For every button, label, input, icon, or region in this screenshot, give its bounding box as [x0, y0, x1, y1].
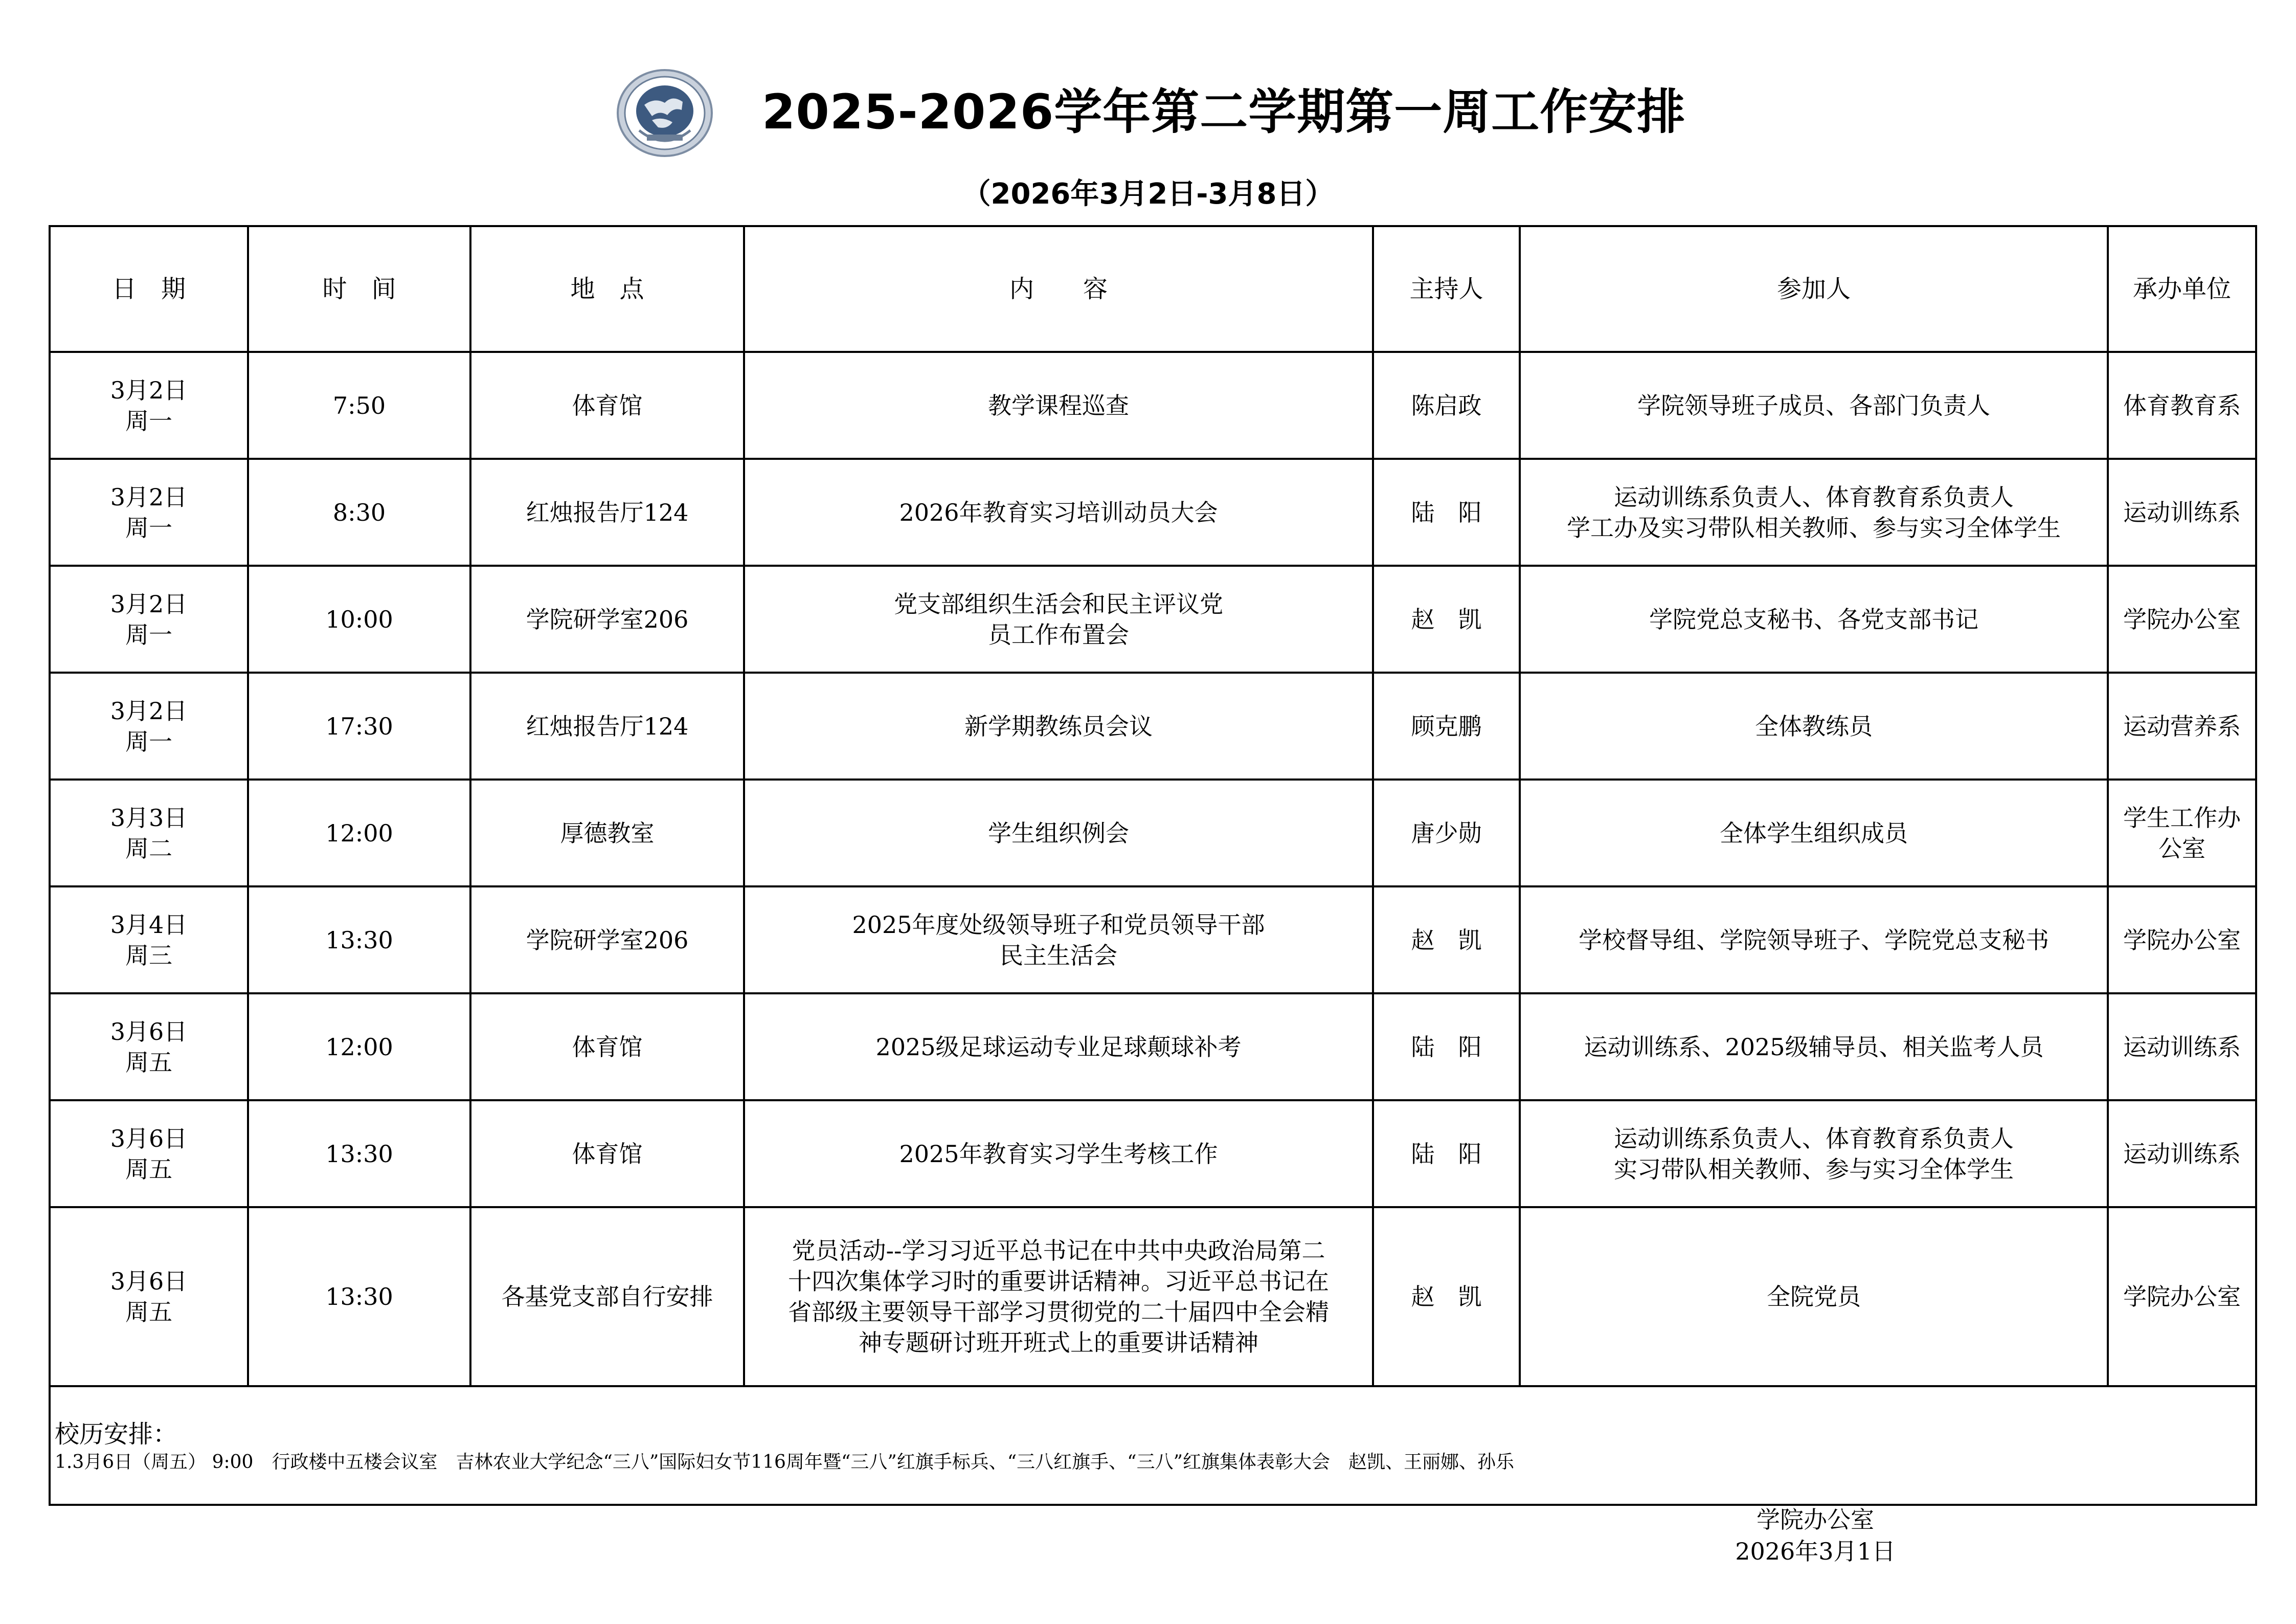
cell-location: 学院研学室206: [470, 886, 744, 993]
cell-location: 红烛报告厅124: [470, 459, 744, 566]
header-organizer: 承办单位: [2108, 226, 2256, 352]
cell-date: 3月3日 周二: [50, 780, 248, 886]
cell-content: 党支部组织生活会和民主评议党 员工作布置会: [744, 566, 1373, 673]
cell-time: 12:00: [248, 780, 470, 886]
header-host: 主持人: [1373, 226, 1520, 352]
cell-location: 各基党支部自行安排: [470, 1207, 744, 1386]
cell-organizer: 体育教育系: [2108, 352, 2256, 459]
header-location: 地 点: [470, 226, 744, 352]
cell-host: 赵 凯: [1373, 1207, 1520, 1386]
date-range-subtitle: （2026年3月2日-3月8日）: [962, 177, 1334, 211]
cell-host: 唐少勋: [1373, 780, 1520, 886]
calendar-notes: [50, 1386, 2256, 1505]
cell-organizer: 学院办公室: [2108, 1207, 2256, 1386]
page-title: 2025-2026学年第二学期第一周工作安排: [762, 84, 1686, 140]
table-header-row: [50, 226, 2256, 352]
schedule-table: [49, 225, 2257, 1506]
cell-content: 2025级足球运动专业足球颠球补考: [744, 993, 1373, 1100]
header-date: 日 期: [50, 226, 248, 352]
cell-time: 13:30: [248, 1100, 470, 1207]
cell-organizer: 运动训练系: [2108, 993, 2256, 1100]
table-row: [50, 993, 2256, 1100]
cell-participants: 运动训练系、2025级辅导员、相关监考人员: [1520, 993, 2108, 1100]
cell-content: 2025年度处级领导班子和党员领导干部 民主生活会: [744, 886, 1373, 993]
footer-date: 2026年3月1日: [1735, 1538, 1896, 1565]
notes-line: 1.3月6日（周五） 9:00 行政楼中五楼会议室 吉林农业大学纪念“三八”国际妇女节116周年暨“三八”红旗手标兵、“三八红旗手、“三八”红旗集体表彰大会 赵凯、王丽娜、孙乐: [55, 1452, 1514, 1473]
cell-time: 13:30: [248, 1207, 470, 1386]
cell-content: 学生组织例会: [744, 780, 1373, 886]
footer-signature: [1662, 1504, 1969, 1567]
cell-organizer: 运动训练系: [2108, 459, 2256, 566]
notes-row: [50, 1386, 2256, 1505]
cell-host: 赵 凯: [1373, 566, 1520, 673]
cell-location: 红烛报告厅124: [470, 673, 744, 780]
cell-date: 3月4日 周三: [50, 886, 248, 993]
table-row: [50, 673, 2256, 780]
cell-content: 新学期教练员会议: [744, 673, 1373, 780]
cell-time: 10:00: [248, 566, 470, 673]
cell-participants: 运动训练系负责人、体育教育系负责人 实习带队相关教师、参与实习全体学生: [1520, 1100, 2108, 1207]
table-row: [50, 459, 2256, 566]
cell-time: 7:50: [248, 352, 470, 459]
cell-time: 17:30: [248, 673, 470, 780]
notes-heading: 校历安排：: [55, 1420, 178, 1449]
cell-organizer: 学院办公室: [2108, 566, 2256, 673]
cell-participants: 学院领导班子成员、各部门负责人: [1520, 352, 2108, 459]
cell-date: 3月6日 周五: [50, 1207, 248, 1386]
cell-location: 体育馆: [470, 1100, 744, 1207]
cell-host: 赵 凯: [1373, 886, 1520, 993]
cell-content: 2026年教育实习培训动员大会: [744, 459, 1373, 566]
table-row: [50, 886, 2256, 993]
cell-host: 陆 阳: [1373, 459, 1520, 566]
cell-organizer: 学院办公室: [2108, 886, 2256, 993]
cell-participants: 学院党总支秘书、各党支部书记: [1520, 566, 2108, 673]
cell-time: 12:00: [248, 993, 470, 1100]
cell-date: 3月2日 周一: [50, 352, 248, 459]
university-emblem-icon: [616, 69, 713, 157]
table-row: [50, 352, 2256, 459]
header-content: 内 容: [744, 226, 1373, 352]
header-time: 时 间: [248, 226, 470, 352]
cell-content: 2025年教育实习学生考核工作: [744, 1100, 1373, 1207]
table-row: [50, 780, 2256, 886]
header-participants: 参加人: [1520, 226, 2108, 352]
cell-location: 体育馆: [470, 352, 744, 459]
cell-participants: 全体学生组织成员: [1520, 780, 2108, 886]
cell-location: 体育馆: [470, 993, 744, 1100]
table-row: [50, 566, 2256, 673]
table-row: [50, 1100, 2256, 1207]
cell-content: 教学课程巡查: [744, 352, 1373, 459]
cell-date: 3月6日 周五: [50, 993, 248, 1100]
cell-participants: 全体教练员: [1520, 673, 2108, 780]
cell-location: 厚德教室: [470, 780, 744, 886]
cell-content: 党员活动--学习习近平总书记在中共中央政治局第二 十四次集体学习时的重要讲话精神。习近平总书记在 省部级主要领导干部学习贯彻党的二十届四中全会精 神专题研讨班开班式上的重要讲话精神: [744, 1207, 1373, 1386]
table-row: [50, 1207, 2256, 1386]
cell-host: 陆 阳: [1373, 993, 1520, 1100]
title-area: [0, 69, 2296, 171]
footer-office: 学院办公室: [1757, 1506, 1874, 1533]
cell-participants: 全院党员: [1520, 1207, 2108, 1386]
cell-host: 陆 阳: [1373, 1100, 1520, 1207]
cell-organizer: 学生工作办 公室: [2108, 780, 2256, 886]
cell-location: 学院研学室206: [470, 566, 744, 673]
cell-time: 13:30: [248, 886, 470, 993]
cell-organizer: 运动训练系: [2108, 1100, 2256, 1207]
cell-host: 陈启政: [1373, 352, 1520, 459]
cell-participants: 运动训练系负责人、体育教育系负责人 学工办及实习带队相关教师、参与实习全体学生: [1520, 459, 2108, 566]
cell-date: 3月2日 周一: [50, 566, 248, 673]
cell-organizer: 运动营养系: [2108, 673, 2256, 780]
cell-host: 顾克鹏: [1373, 673, 1520, 780]
cell-date: 3月2日 周一: [50, 673, 248, 780]
cell-participants: 学校督导组、学院领导班子、学院党总支秘书: [1520, 886, 2108, 993]
cell-date: 3月6日 周五: [50, 1100, 248, 1207]
cell-time: 8:30: [248, 459, 470, 566]
cell-date: 3月2日 周一: [50, 459, 248, 566]
